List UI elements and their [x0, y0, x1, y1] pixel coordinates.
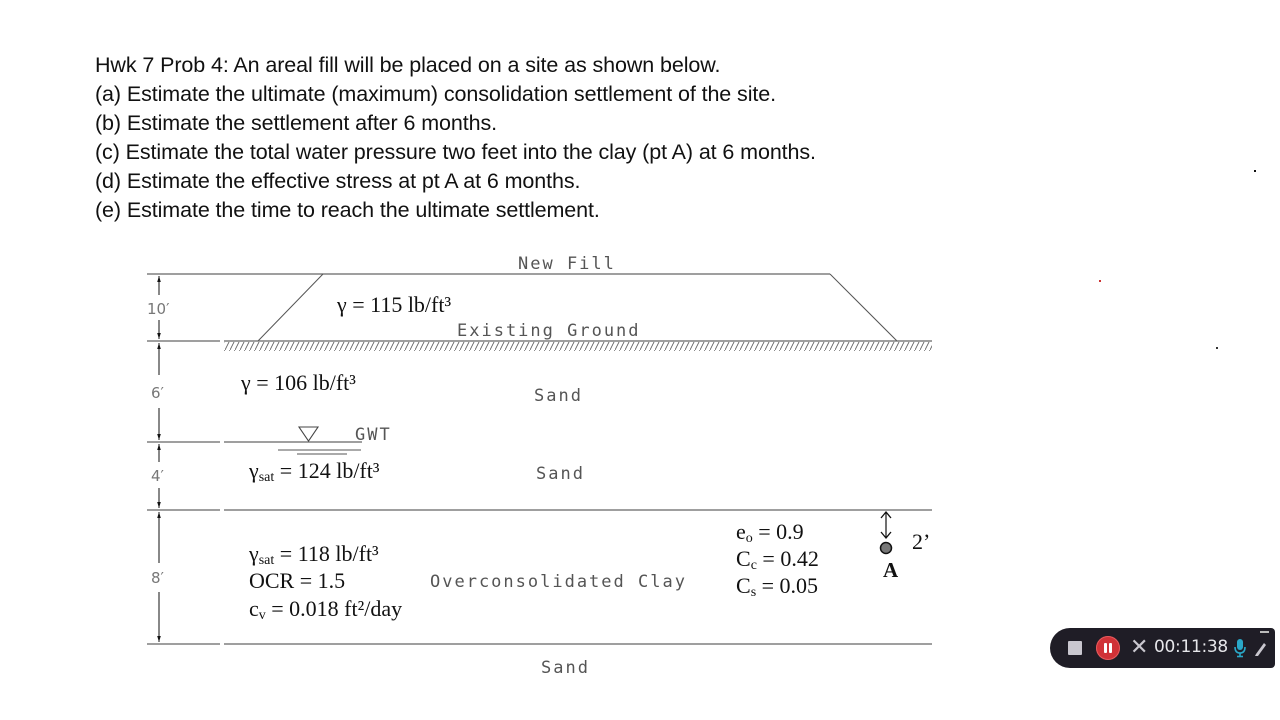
- existing-ground-label: Existing Ground: [457, 321, 641, 341]
- sand-unit-weight: γ = 106 lb/ft³: [241, 370, 356, 395]
- dim-fill-label: 10′: [147, 300, 170, 318]
- problem-part-b: (b) Estimate the settlement after 6 months.: [95, 111, 497, 135]
- clay-layer-label: Overconsolidated Clay: [430, 572, 687, 592]
- new-fill-label: New Fill: [518, 254, 616, 274]
- sand-layer-2-label: Sand: [536, 464, 585, 484]
- stray-dot: [1254, 170, 1256, 172]
- cancel-recording-button[interactable]: ✕: [1130, 635, 1149, 660]
- point-a-depth-label: 2’: [912, 529, 931, 554]
- stray-dot: [1099, 280, 1101, 282]
- screen-recorder-toolbar: [1050, 628, 1275, 668]
- dim-sand-sat-label: 4′: [151, 467, 164, 485]
- gwt-label: GWT: [355, 425, 392, 445]
- problem-title: Hwk 7 Prob 4: An areal fill will be placed on a site as shown below.: [95, 53, 721, 77]
- problem-part-e: (e) Estimate the time to reach the ultimate settlement.: [95, 198, 600, 222]
- clay-cv: cv = 0.018 ft²/day: [249, 596, 403, 623]
- sand-sat-unit-weight: γsat = 124 lb/ft³: [249, 458, 380, 485]
- stray-dot: [1216, 347, 1218, 349]
- dim-clay-label: 8′: [151, 569, 164, 587]
- point-a-marker: [881, 512, 892, 554]
- pause-recording-button[interactable]: [1096, 636, 1120, 660]
- clay-cc: Cc = 0.42: [736, 546, 819, 573]
- clay-eo: eo = 0.9: [736, 519, 804, 546]
- fill-unit-weight: γ = 115 lb/ft³: [337, 292, 452, 317]
- pen-icon[interactable]: [1253, 639, 1267, 657]
- stop-recording-button[interactable]: [1068, 641, 1082, 655]
- problem-part-c: (c) Estimate the total water pressure two feet into the clay (pt A) at 6 months.: [95, 140, 816, 164]
- microphone-icon[interactable]: [1233, 638, 1247, 658]
- sand-bottom-label: Sand: [541, 658, 590, 678]
- clay-ocr: OCR = 1.5: [249, 568, 346, 593]
- clay-cs: Cs = 0.05: [736, 573, 819, 600]
- problem-part-a: (a) Estimate the ultimate (maximum) consolidation settlement of the site.: [95, 82, 776, 106]
- groundwater-table-icon: [278, 427, 361, 454]
- point-a-label: A: [883, 558, 899, 582]
- problem-part-d: (d) Estimate the effective stress at pt A at 6 months.: [95, 169, 581, 193]
- existing-ground-line: [147, 341, 932, 351]
- recording-timer: 00:11:38: [1154, 637, 1228, 657]
- sand-layer-1-label: Sand: [534, 386, 583, 406]
- dim-sand-dry-label: 6′: [151, 384, 164, 402]
- clay-sat-unit-weight: γsat = 118 lb/ft³: [249, 541, 379, 568]
- minimize-icon[interactable]: [1260, 631, 1269, 633]
